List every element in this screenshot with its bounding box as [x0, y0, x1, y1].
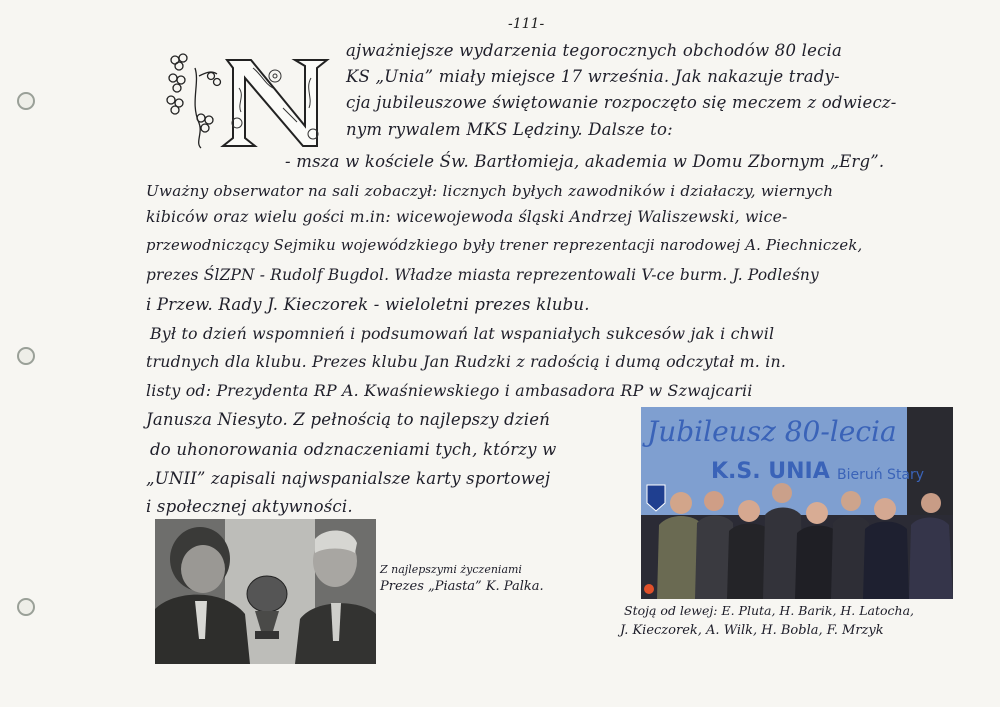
- photo-trophy-presentation: [155, 519, 376, 664]
- binder-hole: [17, 92, 35, 110]
- binder-hole: [17, 598, 35, 616]
- text-line: Uważny obserwator na sali zobaczył: licznych byłych zawodników i działaczy, wiernych: [146, 182, 834, 200]
- text-line: do uhonorowania odznaczeniami tych, którzy w: [150, 440, 557, 459]
- text-line: prezes ŚlZPN - Rudolf Bugdol. Władze miasta reprezentowali V-ce burm. J. Podleśny: [146, 266, 819, 284]
- text-line: listy od: Prezydenta RP A. Kwaśniewskiego i ambasadora RP w Szwajcarii: [146, 381, 753, 400]
- photo-left-caption-line: Z najlepszymi życzeniami: [380, 563, 522, 576]
- banner-club: K.S. UNIA: [711, 459, 830, 484]
- text-line: trudnych dla klubu. Prezes klubu Jan Rudzki z radością i dumą odczytał m. in.: [146, 352, 787, 371]
- photo-left-caption-line: Prezes „Piasta” K. Palka.: [380, 579, 544, 594]
- text-line: Janusza Niesyto. Z pełnością to najlepszy dzień: [146, 410, 551, 429]
- text-line: „UNII” zapisali najwspanialsze karty sportowej: [146, 469, 551, 488]
- decorated-initial-n-icon: [165, 48, 333, 152]
- photo-right-caption-line: J. Kieczorek, A. Wilk, H. Bobla, F. Mrzyk: [620, 623, 884, 638]
- text-line: KS „Unia” miały miejsce 17 września. Jak nakazuje trady-: [346, 67, 840, 86]
- photo-trophy-image: [155, 519, 376, 664]
- binder-hole: [17, 347, 35, 365]
- text-line: nym rywalem MKS Lędziny. Dalsze to:: [346, 120, 673, 139]
- banner-town: Bieruń Stary: [837, 467, 925, 483]
- text-line: Był to dzień wspomnień i podsumowań lat wspaniałych sukcesów jak i chwil: [150, 324, 775, 343]
- text-line: - msza w kościele Św. Bartłomieja, akademia w Domu Zbornym „Erg”.: [285, 152, 885, 171]
- text-line: i Przew. Rady J. Kieczorek - wieloletni prezes klubu.: [146, 295, 590, 314]
- photo-jubilee-group: [641, 407, 953, 599]
- banner-title: Jubileusz 80-lecia: [647, 415, 897, 448]
- text-line: kibiców oraz wielu gości m.in: wicewojewoda śląski Andrzej Waliszewski, wice-: [146, 208, 788, 226]
- text-line: i społecznej aktywności.: [146, 497, 353, 516]
- text-line: cja jubileuszowe świętowanie rozpoczęto się meczem z odwiecz-: [346, 93, 897, 112]
- text-line: ajważniejsze wydarzenia tegorocznych obchodów 80 lecia: [346, 41, 843, 60]
- page-number: -111-: [508, 16, 545, 32]
- text-line: przewodniczący Sejmiku wojewódzkiego były trener reprezentacji narodowej A. Piechniczek,: [146, 237, 863, 254]
- photo-right-caption-line: Stoją od lewej: E. Pluta, H. Barik, H. Latocha,: [624, 603, 915, 618]
